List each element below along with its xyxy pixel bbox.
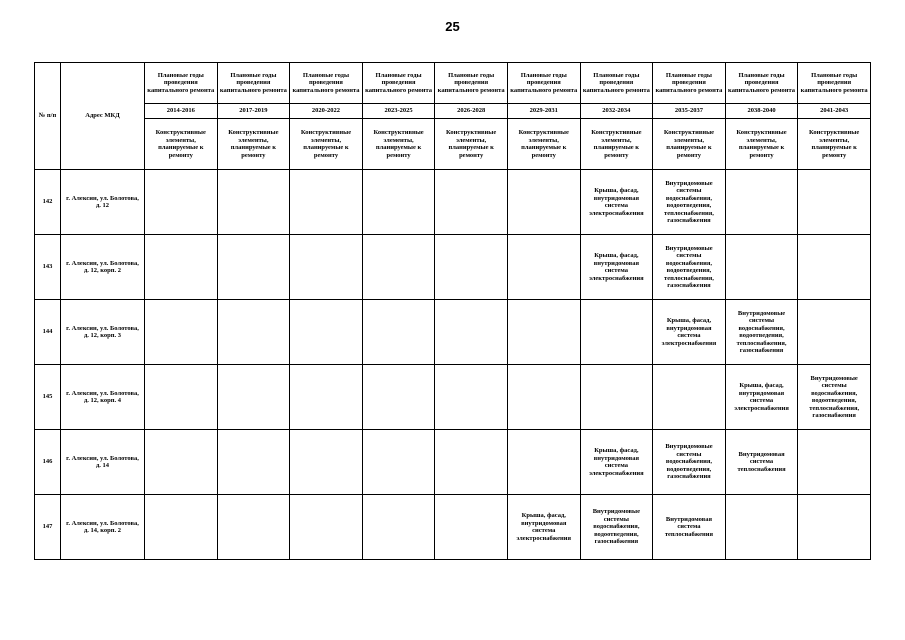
work-cell [145,430,218,495]
work-cell [798,170,871,235]
table-body [35,170,871,560]
work-cell [145,365,218,430]
work-cell: Внутридомовая система теплоснабжения [725,430,798,495]
work-cell [217,235,290,300]
work-cell [362,235,435,300]
header-years: 2014-2016 [145,104,218,119]
header-years: 2041-2043 [798,104,871,119]
row-address: г. Алексин, ул. Болотова, д. 12, корп. 3 [61,300,145,365]
table-row [35,170,871,235]
work-cell [435,365,508,430]
work-cell [217,365,290,430]
work-cell [435,235,508,300]
work-cell [290,300,363,365]
work-cell: Крыша, фасад, внутридомовая система электроснабжения [507,495,580,560]
header-planned-period: Плановые годы проведения капитального ремонта [145,63,218,104]
header-row-planned [35,63,871,104]
work-cell [798,300,871,365]
work-cell: Крыша, фасад, внутридомовая система электроснабжения [580,430,653,495]
header-planned-period: Плановые годы проведения капитального ремонта [798,63,871,104]
header-elements: Конструктивные элементы, планируемые к ремонту [290,119,363,170]
page-number: 25 [445,19,460,34]
work-cell [217,495,290,560]
work-cell [217,430,290,495]
work-cell [580,300,653,365]
work-cell [507,235,580,300]
header-elements: Конструктивные элементы, планируемые к ремонту [725,119,798,170]
header-elements: Конструктивные элементы, планируемые к ремонту [507,119,580,170]
work-cell [145,300,218,365]
work-cell [145,235,218,300]
row-number: 143 [35,235,61,300]
work-cell: Крыша, фасад, внутридомовая система электроснабжения [725,365,798,430]
header-elements: Конструктивные элементы, планируемые к ремонту [580,119,653,170]
header-years: 2026-2028 [435,104,508,119]
work-cell [725,235,798,300]
work-cell: Внутридомовые системы водоснабжения, водоотведения, теплоснабжения, газоснабжения [653,170,726,235]
table-row [35,430,871,495]
row-number: 147 [35,495,61,560]
header-planned-period: Плановые годы проведения капитального ремонта [507,63,580,104]
header-address: Адрес МКД [61,63,145,170]
work-cell [290,495,363,560]
work-cell [798,235,871,300]
work-cell [290,235,363,300]
header-years: 2017-2019 [217,104,290,119]
work-cell [580,365,653,430]
row-number: 146 [35,430,61,495]
work-cell [653,365,726,430]
work-cell [725,495,798,560]
work-cell [362,430,435,495]
header-elements: Конструктивные элементы, планируемые к ремонту [145,119,218,170]
work-cell [290,170,363,235]
row-number: 142 [35,170,61,235]
work-cell [798,430,871,495]
header-years: 2035-2037 [653,104,726,119]
work-cell [362,170,435,235]
header-planned-period: Плановые годы проведения капитального ремонта [435,63,508,104]
work-cell [507,365,580,430]
header-years: 2032-2034 [580,104,653,119]
work-cell [798,495,871,560]
header-planned-period: Плановые годы проведения капитального ремонта [217,63,290,104]
work-cell [725,170,798,235]
table-row [35,495,871,560]
row-address: г. Алексин, ул. Болотова, д. 12, корп. 4 [61,365,145,430]
row-number: 145 [35,365,61,430]
header-planned-period: Плановые годы проведения капитального ремонта [580,63,653,104]
table-row [35,300,871,365]
work-cell: Внутридомовые системы водоснабжения, водоотведения, теплоснабжения, газоснабжения [653,235,726,300]
row-address: г. Алексин, ул. Болотова, д. 12, корп. 2 [61,235,145,300]
work-cell [145,170,218,235]
table-row [35,365,871,430]
header-elements: Конструктивные элементы, планируемые к ремонту [653,119,726,170]
work-cell [362,495,435,560]
repair-schedule-table [34,62,871,560]
row-address: г. Алексин, ул. Болотова, д. 14 [61,430,145,495]
work-cell: Внутридомовая система теплоснабжения [653,495,726,560]
row-address: г. Алексин, ул. Болотова, д. 14, корп. 2 [61,495,145,560]
header-row-years [35,104,871,119]
work-cell: Внутридомовые системы водоснабжения, водоотведения, теплоснабжения, газоснабжения [725,300,798,365]
header-years: 2038-2040 [725,104,798,119]
header-elements: Конструктивные элементы, планируемые к ремонту [217,119,290,170]
work-cell: Крыша, фасад, внутридомовая система электроснабжения [653,300,726,365]
header-elements: Конструктивные элементы, планируемые к ремонту [362,119,435,170]
header-elements: Конструктивные элементы, планируемые к ремонту [798,119,871,170]
work-cell: Крыша, фасад, внутридомовая система электроснабжения [580,235,653,300]
table-row [35,235,871,300]
header-planned-period: Плановые годы проведения капитального ремонта [725,63,798,104]
header-elements: Конструктивные элементы, планируемые к ремонту [435,119,508,170]
work-cell [290,430,363,495]
work-cell [435,495,508,560]
work-cell [145,495,218,560]
header-row-elements [35,119,871,170]
work-cell: Внутридомовые системы водоснабжения, водоотведения, газоснабжения [653,430,726,495]
work-cell [217,170,290,235]
work-cell [362,300,435,365]
header-planned-period: Плановые годы проведения капитального ремонта [290,63,363,104]
work-cell [362,365,435,430]
work-cell: Внутридомовые системы водоснабжения, водоотведения, газоснабжения [580,495,653,560]
header-years: 2029-2031 [507,104,580,119]
work-cell: Крыша, фасад, внутридомовая система электроснабжения [580,170,653,235]
work-cell [435,430,508,495]
work-cell [435,300,508,365]
work-cell [507,170,580,235]
work-cell [217,300,290,365]
header-years: 2023-2025 [362,104,435,119]
header-planned-period: Плановые годы проведения капитального ремонта [653,63,726,104]
row-address: г. Алексин, ул. Болотова, д. 12 [61,170,145,235]
work-cell [435,170,508,235]
work-cell [507,430,580,495]
work-cell [290,365,363,430]
row-number: 144 [35,300,61,365]
header-years: 2020-2022 [290,104,363,119]
header-num: № п/п [35,63,61,170]
table-header [35,63,871,170]
header-planned-period: Плановые годы проведения капитального ремонта [362,63,435,104]
work-cell: Внутридомовые системы водоснабжения, водоотведения, теплоснабжения, газоснабжения [798,365,871,430]
work-cell [507,300,580,365]
